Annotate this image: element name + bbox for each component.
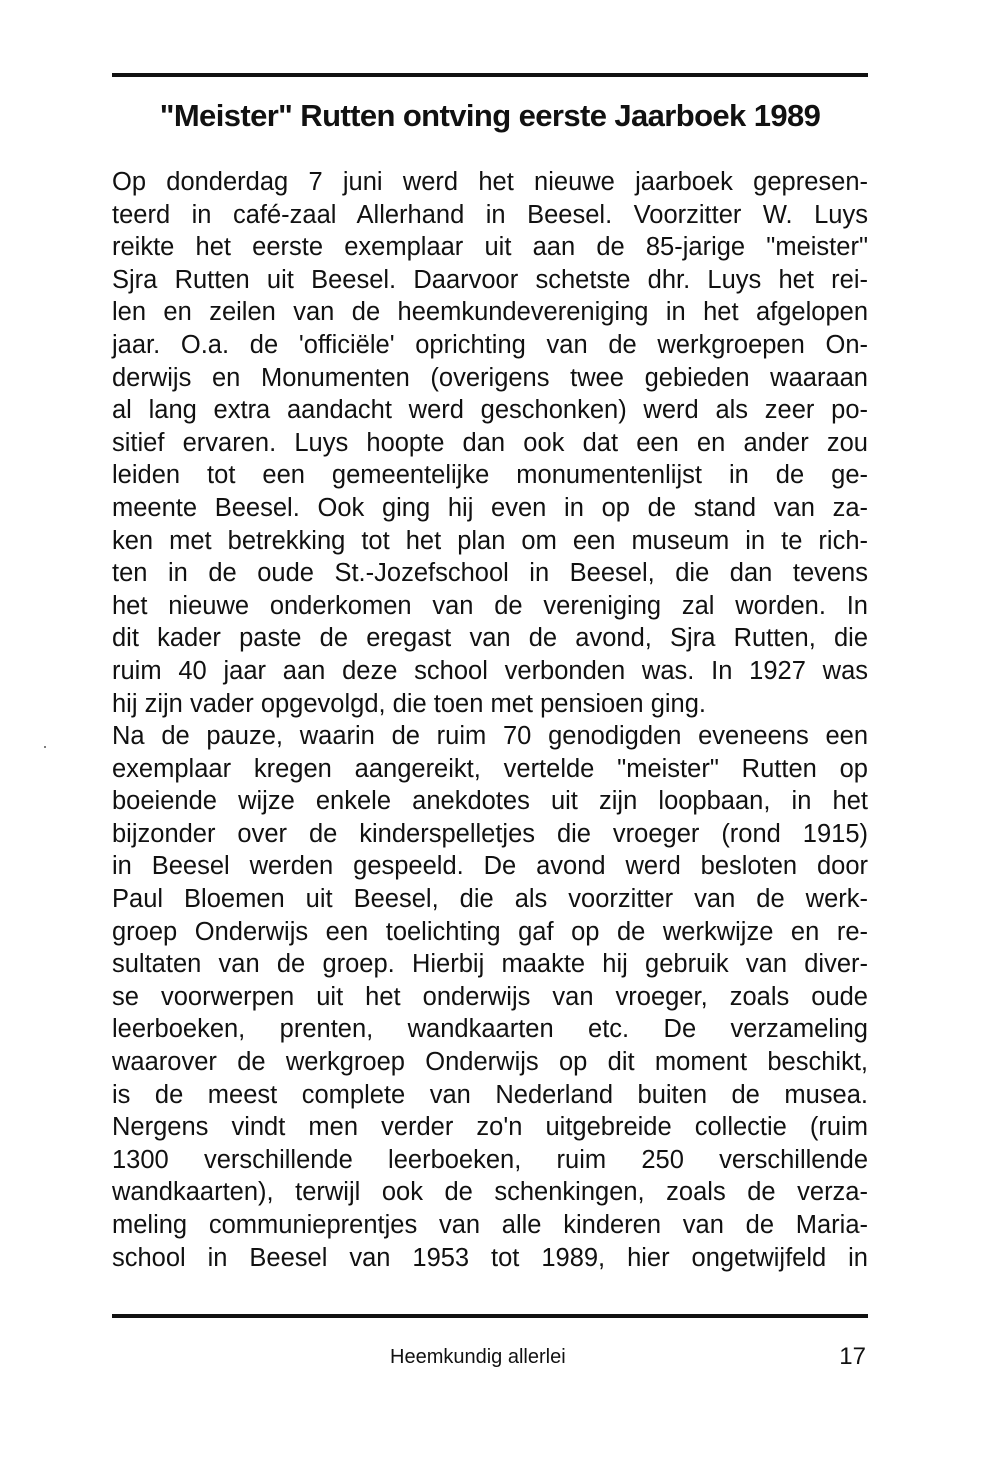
body-line: boeiende wijze enkele anekdotes uit zijn loopbaan, in het <box>112 787 868 816</box>
article-body <box>112 166 868 1274</box>
body-line: waarover de werkgroep Onderwijs op dit moment beschikt, <box>112 1048 868 1077</box>
body-line: wandkaarten), terwijl ook de schenkingen, zoals de verza- <box>112 1178 868 1207</box>
top-rule <box>112 73 868 77</box>
body-line: school in Beesel van 1953 tot 1989, hier ongetwijfeld in <box>112 1243 868 1272</box>
body-line: ten in de oude St.-Jozefschool in Beesel, die dan tevens <box>112 559 868 588</box>
footer-publication-title: Heemkundig allerlei <box>390 1346 566 1368</box>
body-line: len en zeilen van de heemkundevereniging in het afgelopen <box>112 298 868 327</box>
body-line: reikte het eerste exemplaar uit aan de 85-jarige "meister" <box>112 233 868 262</box>
body-line: hij zijn vader opgevolgd, die toen met pensioen ging. <box>112 689 706 718</box>
body-line: ken met betrekking tot het plan om een museum in te rich- <box>112 526 868 555</box>
body-line: jaar. O.a. de 'officiële' oprichting van de werkgroepen On- <box>112 330 868 359</box>
body-line: leerboeken, prenten, wandkaarten etc. De verzameling <box>112 1015 868 1044</box>
body-line: dit kader paste de eregast van de avond, Sjra Rutten, die <box>112 624 868 653</box>
body-line: sultaten van de groep. Hierbij maakte hij gebruik van diver- <box>112 950 868 979</box>
bottom-rule <box>112 1314 868 1318</box>
body-line: Sjra Rutten uit Beesel. Daarvoor schetste dhr. Luys het rei- <box>112 265 868 294</box>
body-line: ruim 40 jaar aan deze school verbonden was. In 1927 was <box>112 656 868 685</box>
body-line: meling communieprentjes van alle kinderen van de Maria- <box>112 1211 868 1239</box>
body-line: sitief ervaren. Luys hoopte dan ook dat een en ander zou <box>112 428 868 457</box>
body-line: Op donderdag 7 juni werd het nieuwe jaarboek gepresen- <box>112 168 868 196</box>
body-line: derwijs en Monumenten (overigens twee gebieden waaraan <box>112 363 868 392</box>
article-title: "Meister" Rutten ontving eerste Jaarboek 1989 <box>159 98 821 133</box>
body-line: al lang extra aandacht werd geschonken) werd als zeer po- <box>112 396 868 425</box>
page-number: 17 <box>839 1343 866 1370</box>
body-line: exemplaar kregen aangereikt, vertelde "meister" Rutten op <box>112 754 868 783</box>
body-line: Na de pauze, waarin de ruim 70 genodigden eveneens een <box>112 722 868 751</box>
body-line: groep Onderwijs een toelichting gaf op de werkwijze en re- <box>112 917 868 946</box>
body-line: is de meest complete van Nederland buiten de musea. <box>112 1080 868 1109</box>
body-line: in Beesel werden gespeeld. De avond werd besloten door <box>112 852 868 881</box>
scan-speck <box>44 746 46 748</box>
body-line: bijzonder over de kinderspelletjes die vroeger (rond 1915) <box>112 819 868 848</box>
body-line: se voorwerpen uit het onderwijs van vroeger, zoals oude <box>112 982 868 1011</box>
body-line: Paul Bloemen uit Beesel, die als voorzitter van de werk- <box>112 885 868 914</box>
body-line: 1300 verschillende leerboeken, ruim 250 verschillende <box>112 1145 868 1174</box>
body-line: het nieuwe onderkomen van de vereniging zal worden. In <box>112 591 868 620</box>
body-line: teerd in café-zaal Allerhand in Beesel. Voorzitter W. Luys <box>112 200 868 229</box>
body-line: Nergens vindt men verder zo'n uitgebreide collectie (ruim <box>112 1113 868 1142</box>
body-line: meente Beesel. Ook ging hij even in op de stand van za- <box>112 493 868 522</box>
body-line: leiden tot een gemeentelijke monumentenlijst in de ge- <box>112 461 868 490</box>
